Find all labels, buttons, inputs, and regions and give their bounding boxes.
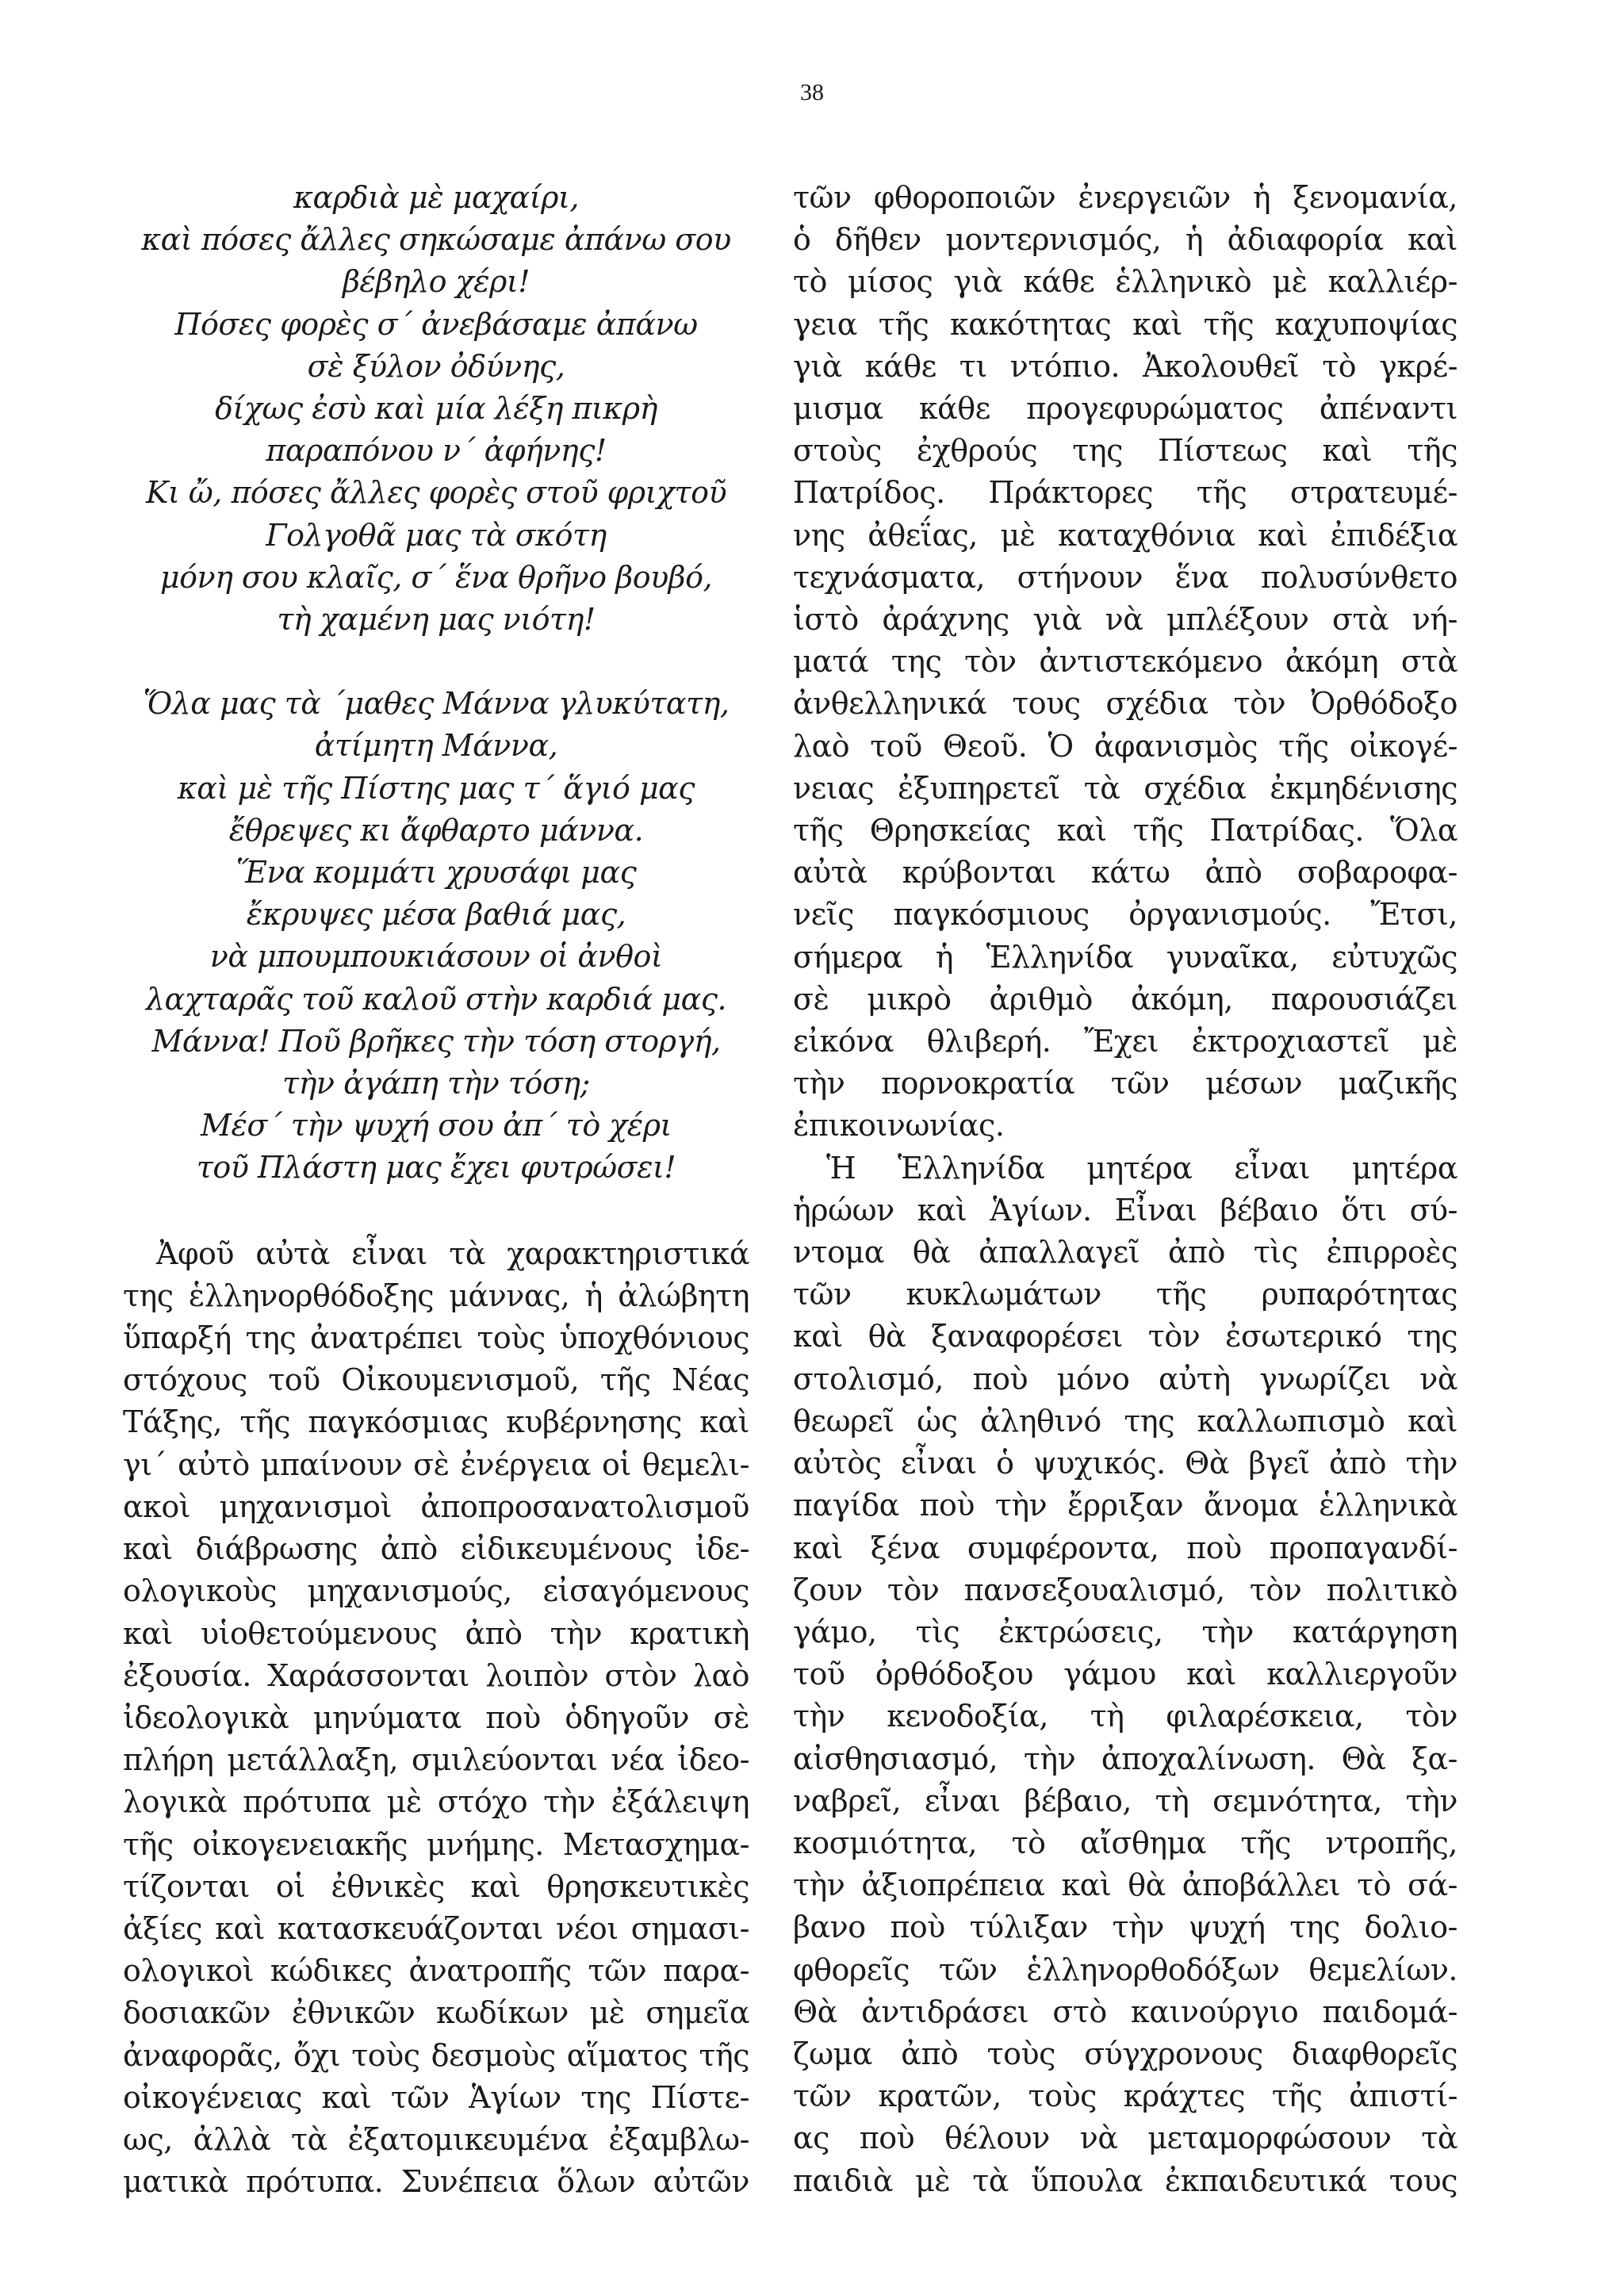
prose-line: στοὺς ἐχθρούς της Πίστεως καὶ τῆς	[793, 433, 1457, 469]
prose-line: τοῦ ὀρθόδοξου γάμου καὶ καλλιεργοῦν	[793, 1657, 1457, 1692]
prose-line: ματικὰ πρότυπα. Συνέπεια ὅλων αὐτῶν	[123, 2164, 749, 2200]
poem-line: Πόσες φορὲς σ΄ ἀνεβάσαμε ἀπάνω	[174, 306, 698, 342]
prose-line: της ἑλληνορθόδοξης μάννας, ἡ ἀλώβητη	[123, 1278, 749, 1313]
prose-line: γάμο, τὶς ἐκτρώσεις, τὴν κατάργηση	[793, 1614, 1457, 1649]
poem-stanza-2	[123, 683, 749, 1189]
prose-line: φθορεῖς τῶν ἑλληνορθοδόξων θεμελίων.	[793, 1952, 1457, 1987]
left-prose-paragraph	[123, 1233, 749, 2204]
prose-line: ακοὶ μηχανισμοὶ ἀποπροσανατολισμοῦ	[123, 1488, 749, 1524]
poem-line: βέβηλο χέρι!	[342, 264, 530, 300]
prose-line: αὐτὸς εἶναι ὁ ψυχικός. Θὰ βγεῖ ἀπὸ τὴν	[793, 1446, 1457, 1481]
prose-line: τεχνάσματα, στήνουν ἕνα πολυσύνθετο	[793, 559, 1457, 595]
right-prose-paragraph-1	[793, 177, 1457, 1147]
poem-line: λαχταρᾶς τοῦ καλοῦ στὴν καρδιά μας.	[145, 981, 727, 1017]
poem-line: Μέσ΄ τὴν ψυχή σου ἀπ΄ τὸ χέρι	[201, 1108, 672, 1144]
prose-line: ἀξίες καὶ κατασκευάζονται νέοι σημασι-	[123, 1910, 749, 1946]
prose-line: σήμερα ἡ Ἑλληνίδα γυναῖκα, εὐτυχῶς	[793, 939, 1457, 975]
prose-line: κοσμιότητα, τὸ αἴσθημα τῆς ντροπῆς,	[793, 1825, 1457, 1860]
prose-line: σὲ μικρὸ ἀριθμὸ ἀκόμη, παρουσιάζει	[793, 981, 1457, 1017]
prose-line: στολισμό, ποὺ μόνο αὐτὴ γνωρίζει νὰ	[793, 1361, 1457, 1396]
prose-line: δοσιακῶν ἐθνικῶν κωδίκων μὲ σημεῖα	[123, 1995, 749, 2031]
prose-line: ἀναφορᾶς, ὄχι τοὺς δεσμοὺς αἵματος τῆς	[123, 2037, 749, 2073]
prose-line: ζωμα ἀπὸ τοὺς σύγχρονους διαφθορεῖς	[793, 2036, 1457, 2071]
prose-line: στόχους τοῦ Οἰκουμενισμοῦ, τῆς Νέας	[123, 1362, 749, 1398]
poem-line: δίχως ἐσὺ καὶ μία λέξη πικρὴ	[215, 391, 657, 427]
prose-line: ἀνθελληνικά τους σχέδια τὸν Ὀρθόδοξο	[793, 686, 1457, 722]
prose-line: παγίδα ποὺ τὴν ἔρριξαν ἄνομα ἑλληνικὰ	[793, 1488, 1457, 1523]
prose-line: οἰκογένειας καὶ τῶν Ἁγίων της Πίστε-	[123, 2079, 749, 2115]
prose-line: ὁ δῆθεν μοντερνισμός, ἡ ἀδιαφορία καὶ	[793, 222, 1457, 258]
prose-line: νειας ἐξυπηρετεῖ τὰ σχέδια ἐκμηδένισης	[793, 770, 1457, 806]
prose-line: ὕπαρξή της ἀνατρέπει τοὺς ὑποχθόνιους	[123, 1320, 749, 1356]
prose-line: ματά της τὸν ἀντιστεκόμενο ἀκόμη στὰ	[793, 644, 1457, 680]
prose-line: ἱστὸ ἀράχνης γιὰ νὰ μπλέξουν στὰ νή-	[793, 602, 1457, 638]
prose-line: λογικὰ πρότυπα μὲ στόχο τὴν ἐξάλειψη	[123, 1784, 749, 1820]
prose-line: γιὰ κάθε τι ντόπιο. Ἀκολουθεῖ τὸ γκρέ-	[793, 348, 1457, 384]
poem-line: Ἕνα κομμάτι χρυσάφι μας	[236, 855, 637, 891]
poem-line: μόνη σου κλαῖς, σ΄ ἕνα θρῆνο βουβό,	[159, 559, 713, 595]
prose-line: Πατρίδος. Πράκτορες τῆς στρατευμέ-	[793, 475, 1457, 511]
prose-line: καὶ υἱοθετούμενους ἀπὸ τὴν κρατικὴ	[123, 1615, 749, 1651]
left-column	[123, 177, 749, 2203]
poem-line: σὲ ξύλον ὀδύνης,	[307, 348, 565, 384]
right-prose-paragraph-2	[793, 1147, 1457, 2202]
prose-line: ἐπικοινωνίας.	[793, 1108, 1005, 1144]
poem-stanza-1	[123, 177, 749, 641]
prose-line: τῶν κυκλωμάτων τῆς ρυπαρότητας	[793, 1277, 1457, 1312]
prose-line: ας ποὺ θέλουν νὰ μεταμορφώσουν τὰ	[793, 2121, 1457, 2156]
stanza-break	[123, 641, 749, 683]
prose-line: Ἀφοῦ αὐτὰ εἶναι τὰ χαρακτηριστικά	[156, 1236, 749, 1271]
poem-line: ἔκρυψες μέσα βαθιά μας,	[246, 897, 626, 933]
poem-line: καρδιὰ μὲ μαχαίρι,	[293, 180, 579, 215]
prose-line: εἰκόνα θλιβερή. Ἔχει ἐκτροχιαστεῖ μὲ	[793, 1024, 1457, 1059]
prose-line: τῆς Θρησκείας καὶ τῆς Πατρίδας. Ὅλα	[793, 813, 1457, 849]
poem-line: καὶ μὲ τῆς Πίστης μας τ΄ ἅγιό μας	[177, 770, 695, 806]
prose-line: τὴν κενοδοξία, τὴ φιλαρέσκεια, τὸν	[793, 1699, 1457, 1734]
prose-line: αὐτὰ κρύβονται κάτω ἀπὸ σοβαροφα-	[793, 855, 1457, 891]
prose-line: βανο ποὺ τύλιξαν τὴν ψυχή της δολιο-	[793, 1910, 1457, 1945]
prose-line: μισμα κάθε προγεφυρώματος ἀπέναντι	[793, 391, 1457, 427]
prose-line: ως, ἀλλὰ τὰ ἐξατομικευμένα ἐξαμβλω-	[123, 2121, 749, 2157]
poem-line: τοῦ Πλάστη μας ἔχει φυτρώσει!	[196, 1150, 676, 1186]
prose-line: νης ἀθεΐας, μὲ καταχθόνια καὶ ἐπιδέξια	[793, 517, 1457, 553]
prose-line: Ἡ Ἑλληνίδα μητέρα εἶναι μητέρα	[826, 1150, 1457, 1186]
prose-line: καὶ ξένα συμφέροντα, ποὺ προπαγανδί-	[793, 1530, 1457, 1565]
poem-line: παραπόνου ν΄ ἀφήνης!	[266, 433, 607, 469]
prose-line: αἰσθησιασμό, τὴν ἀποχαλίνωση. Θὰ ξα-	[793, 1741, 1457, 1776]
right-column	[793, 177, 1457, 2202]
prose-line: γι΄ αὐτὸ μπαίνουν σὲ ἐνέργεια οἱ θεμελι-	[123, 1446, 749, 1482]
poem-line: τὴ χαμένη μας νιότη!	[277, 602, 596, 638]
poem-line: καὶ πόσες ἄλλες σηκώσαμε ἀπάνω σου	[141, 222, 731, 258]
prose-line: ολογικοὺς μηχανισμούς, εἰσαγόμενους	[123, 1573, 749, 1609]
prose-line: ἡρώων καὶ Ἁγίων. Εἶναι βέβαιο ὅτι σύ-	[793, 1192, 1457, 1228]
prose-line: Τάξης, τῆς παγκόσμιας κυβέρνησης καὶ	[123, 1404, 749, 1440]
poem-line: Μάννα! Ποῦ βρῆκες τὴν τόση στοργή,	[151, 1023, 721, 1059]
poem-line: Γολγοθᾶ μας τὰ σκότη	[266, 517, 607, 553]
prose-line: γεια τῆς κακότητας καὶ τῆς καχυποψίας	[793, 306, 1457, 342]
prose-line: Θὰ ἀντιδράσει στὸ καινούργιο παιδομά-	[793, 1994, 1457, 2029]
prose-line: τῶν φθοροποιῶν ἐνεργειῶν ἡ ξενομανία,	[793, 180, 1457, 215]
page-number: 38	[800, 79, 824, 105]
prose-line: καὶ θὰ ξαναφορέσει τὸν ἐσωτερικό της	[793, 1319, 1457, 1354]
prose-line: τὸ μίσος γιὰ κάθε ἑλληνικὸ μὲ καλλιέρ-	[793, 264, 1457, 300]
poem-line: τὴν ἀγάπη τὴν τόση;	[282, 1066, 590, 1101]
prose-line: τίζονται οἱ ἐθνικὲς καὶ θρησκευτικὲς	[123, 1868, 749, 1904]
prose-line: ντομα θὰ ἀπαλλαγεῖ ἀπὸ τὶς ἐπιρροὲς	[793, 1235, 1457, 1270]
section-gap	[123, 1190, 749, 1233]
prose-line: καὶ διάβρωσης ἀπὸ εἰδικευμένους ἰδε-	[123, 1531, 749, 1567]
poem-line: Κι ὤ, πόσες ἄλλες φορὲς στοῦ φριχτοῦ	[145, 475, 727, 511]
prose-line: ναβρεῖ, εἶναι βέβαιο, τὴ σεμνότητα, τὴν	[793, 1783, 1457, 1818]
poem-line: ἔθρεψες κι ἄφθαρτο μάννα.	[228, 812, 644, 848]
poem-line: Ὅλα μας τὰ ΄μαθες Μάννα γλυκύτατη,	[143, 686, 730, 722]
poem-line: ἀτίμητη Μάννα,	[314, 728, 558, 764]
prose-line: παιδιὰ μὲ τὰ ὕπουλα ἐκπαιδευτικά τους	[793, 2163, 1457, 2198]
poem-line: νὰ μπουμπουκιάσουν οἱ ἀνθοὶ	[209, 939, 663, 975]
prose-line: τὴν πορνοκρατία τῶν μέσων μαζικῆς	[793, 1066, 1457, 1101]
prose-line: λαὸ τοῦ Θεοῦ. Ὁ ἀφανισμὸς τῆς οἰκογέ-	[793, 728, 1457, 764]
prose-line: τὴν ἀξιοπρέπεια καὶ θὰ ἀποβάλλει τὸ σά-	[793, 1868, 1457, 1903]
prose-line: ἰδεολογικὰ μηνύματα ποὺ ὁδηγοῦν σὲ	[123, 1699, 749, 1735]
prose-line: τῶν κρατῶν, τοὺς κράχτες τῆς ἀπιστί-	[793, 2078, 1457, 2114]
prose-line: ἐξουσία. Χαράσσονται λοιπὸν στὸν λαὸ	[123, 1657, 749, 1693]
prose-line: ολογικοὶ κώδικες ἀνατροπῆς τῶν παρα-	[123, 1953, 749, 1989]
prose-line: θεωρεῖ ὡς ἀληθινό της καλλωπισμὸ καὶ	[793, 1403, 1457, 1439]
prose-line: νεῖς παγκόσμιους ὀργανισμούς. Ἔτσι,	[793, 897, 1457, 933]
prose-line: τῆς οἰκογενειακῆς μνήμης. Μετασχημα-	[123, 1826, 749, 1862]
prose-line: πλήρη μετάλλαξη, σμιλεύονται νέα ἰδεο-	[123, 1742, 749, 1778]
prose-line: ζουν τὸν πανσεξουαλισμό, τὸν πολιτικὸ	[793, 1572, 1457, 1607]
